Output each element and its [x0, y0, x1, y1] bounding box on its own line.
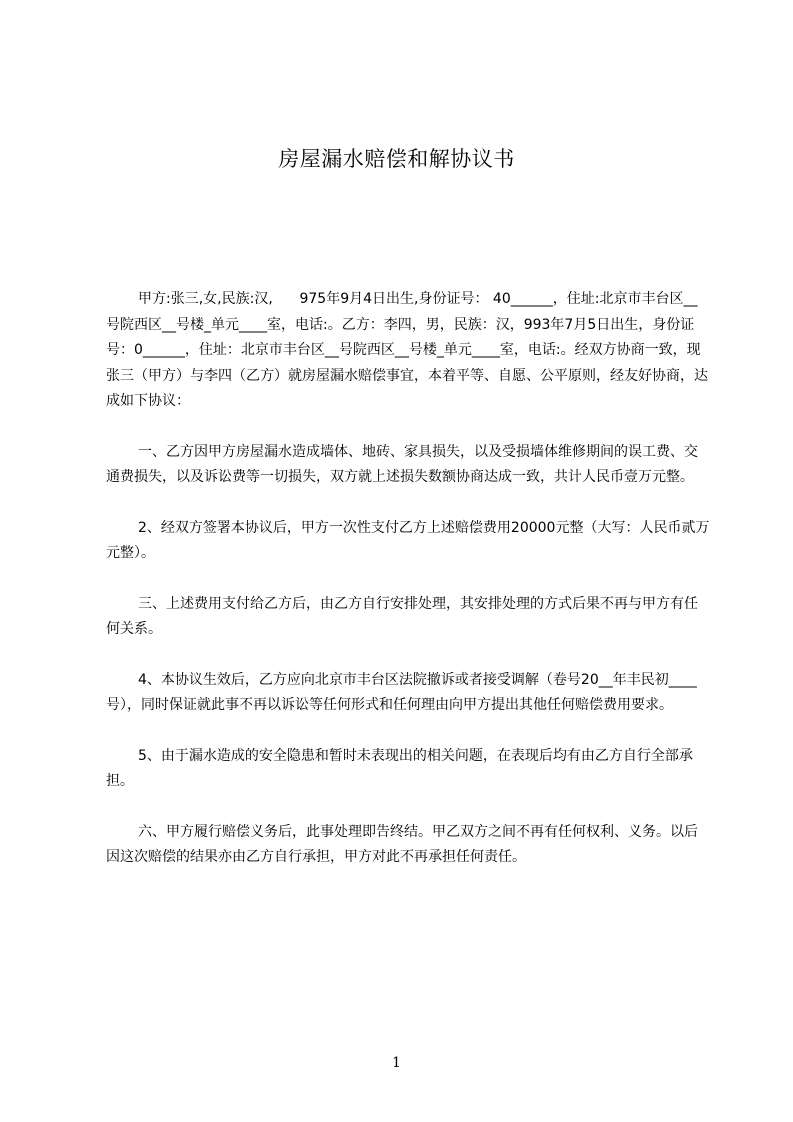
paragraph-clause-3: 三、上述费用支付给乙方后，由乙方自行安排处理，其安排处理的方式后果不再与甲方有任何关系。	[106, 595, 698, 637]
paragraph-clause-6: 六、甲方履行赔偿义务后，此事处理即告终结。甲乙双方之间不再有任何权利、义务。以后因这次赔偿的结果亦由乙方自行承担，甲方对此不再承担任何责任。	[106, 823, 698, 865]
document-body	[106, 287, 711, 896]
paragraph-clause-4: 4、本协议生效后，乙方应向北京市丰台区法院撤诉或者接受调解（卷号20__年丰民初____号），同时保证就此事不再以诉讼等任何形式和任何理由向甲方提出其他任何赔偿费用要求。	[106, 671, 697, 713]
paragraph-parties: 甲方:张三,女,民族:汉, 975年9月4日出生,身份证号： 40______，住址:北京市丰台区__号院西区__号楼_单元____室，电话:。乙方：李四，男，民族：汉，993年7月5日出生，身份证号：0______，住址：北京市丰台区__号院西区__号楼_单元____室，电话:。经双方协商一致，现张三（甲方）与李四（乙方）就房屋漏水赔偿事宜，本着平等、自愿、公平原则，经友好协商，达成如下协议：	[106, 291, 708, 409]
paragraph-clause-5: 5、由于漏水造成的安全隐患和暂时未表现出的相关问题，在表现后均有由乙方自行全部承担。	[106, 747, 693, 789]
paragraph-clause-1: 一、乙方因甲方房屋漏水造成墙体、地砖、家具损失，以及受损墙体维修期间的误工费、交通费损失，以及诉讼费等一切损失，双方就上述损失数额协商达成一致，共计人民币壹万元整。	[106, 443, 698, 485]
page-number: 1	[392, 1055, 401, 1071]
paragraph-clause-2: 2、经双方签署本协议后，甲方一次性支付乙方上述赔偿费用20000元整（大写：人民币贰万元整）。	[106, 519, 710, 561]
document-title: 房屋漏水赔偿和解协议书	[278, 147, 515, 171]
